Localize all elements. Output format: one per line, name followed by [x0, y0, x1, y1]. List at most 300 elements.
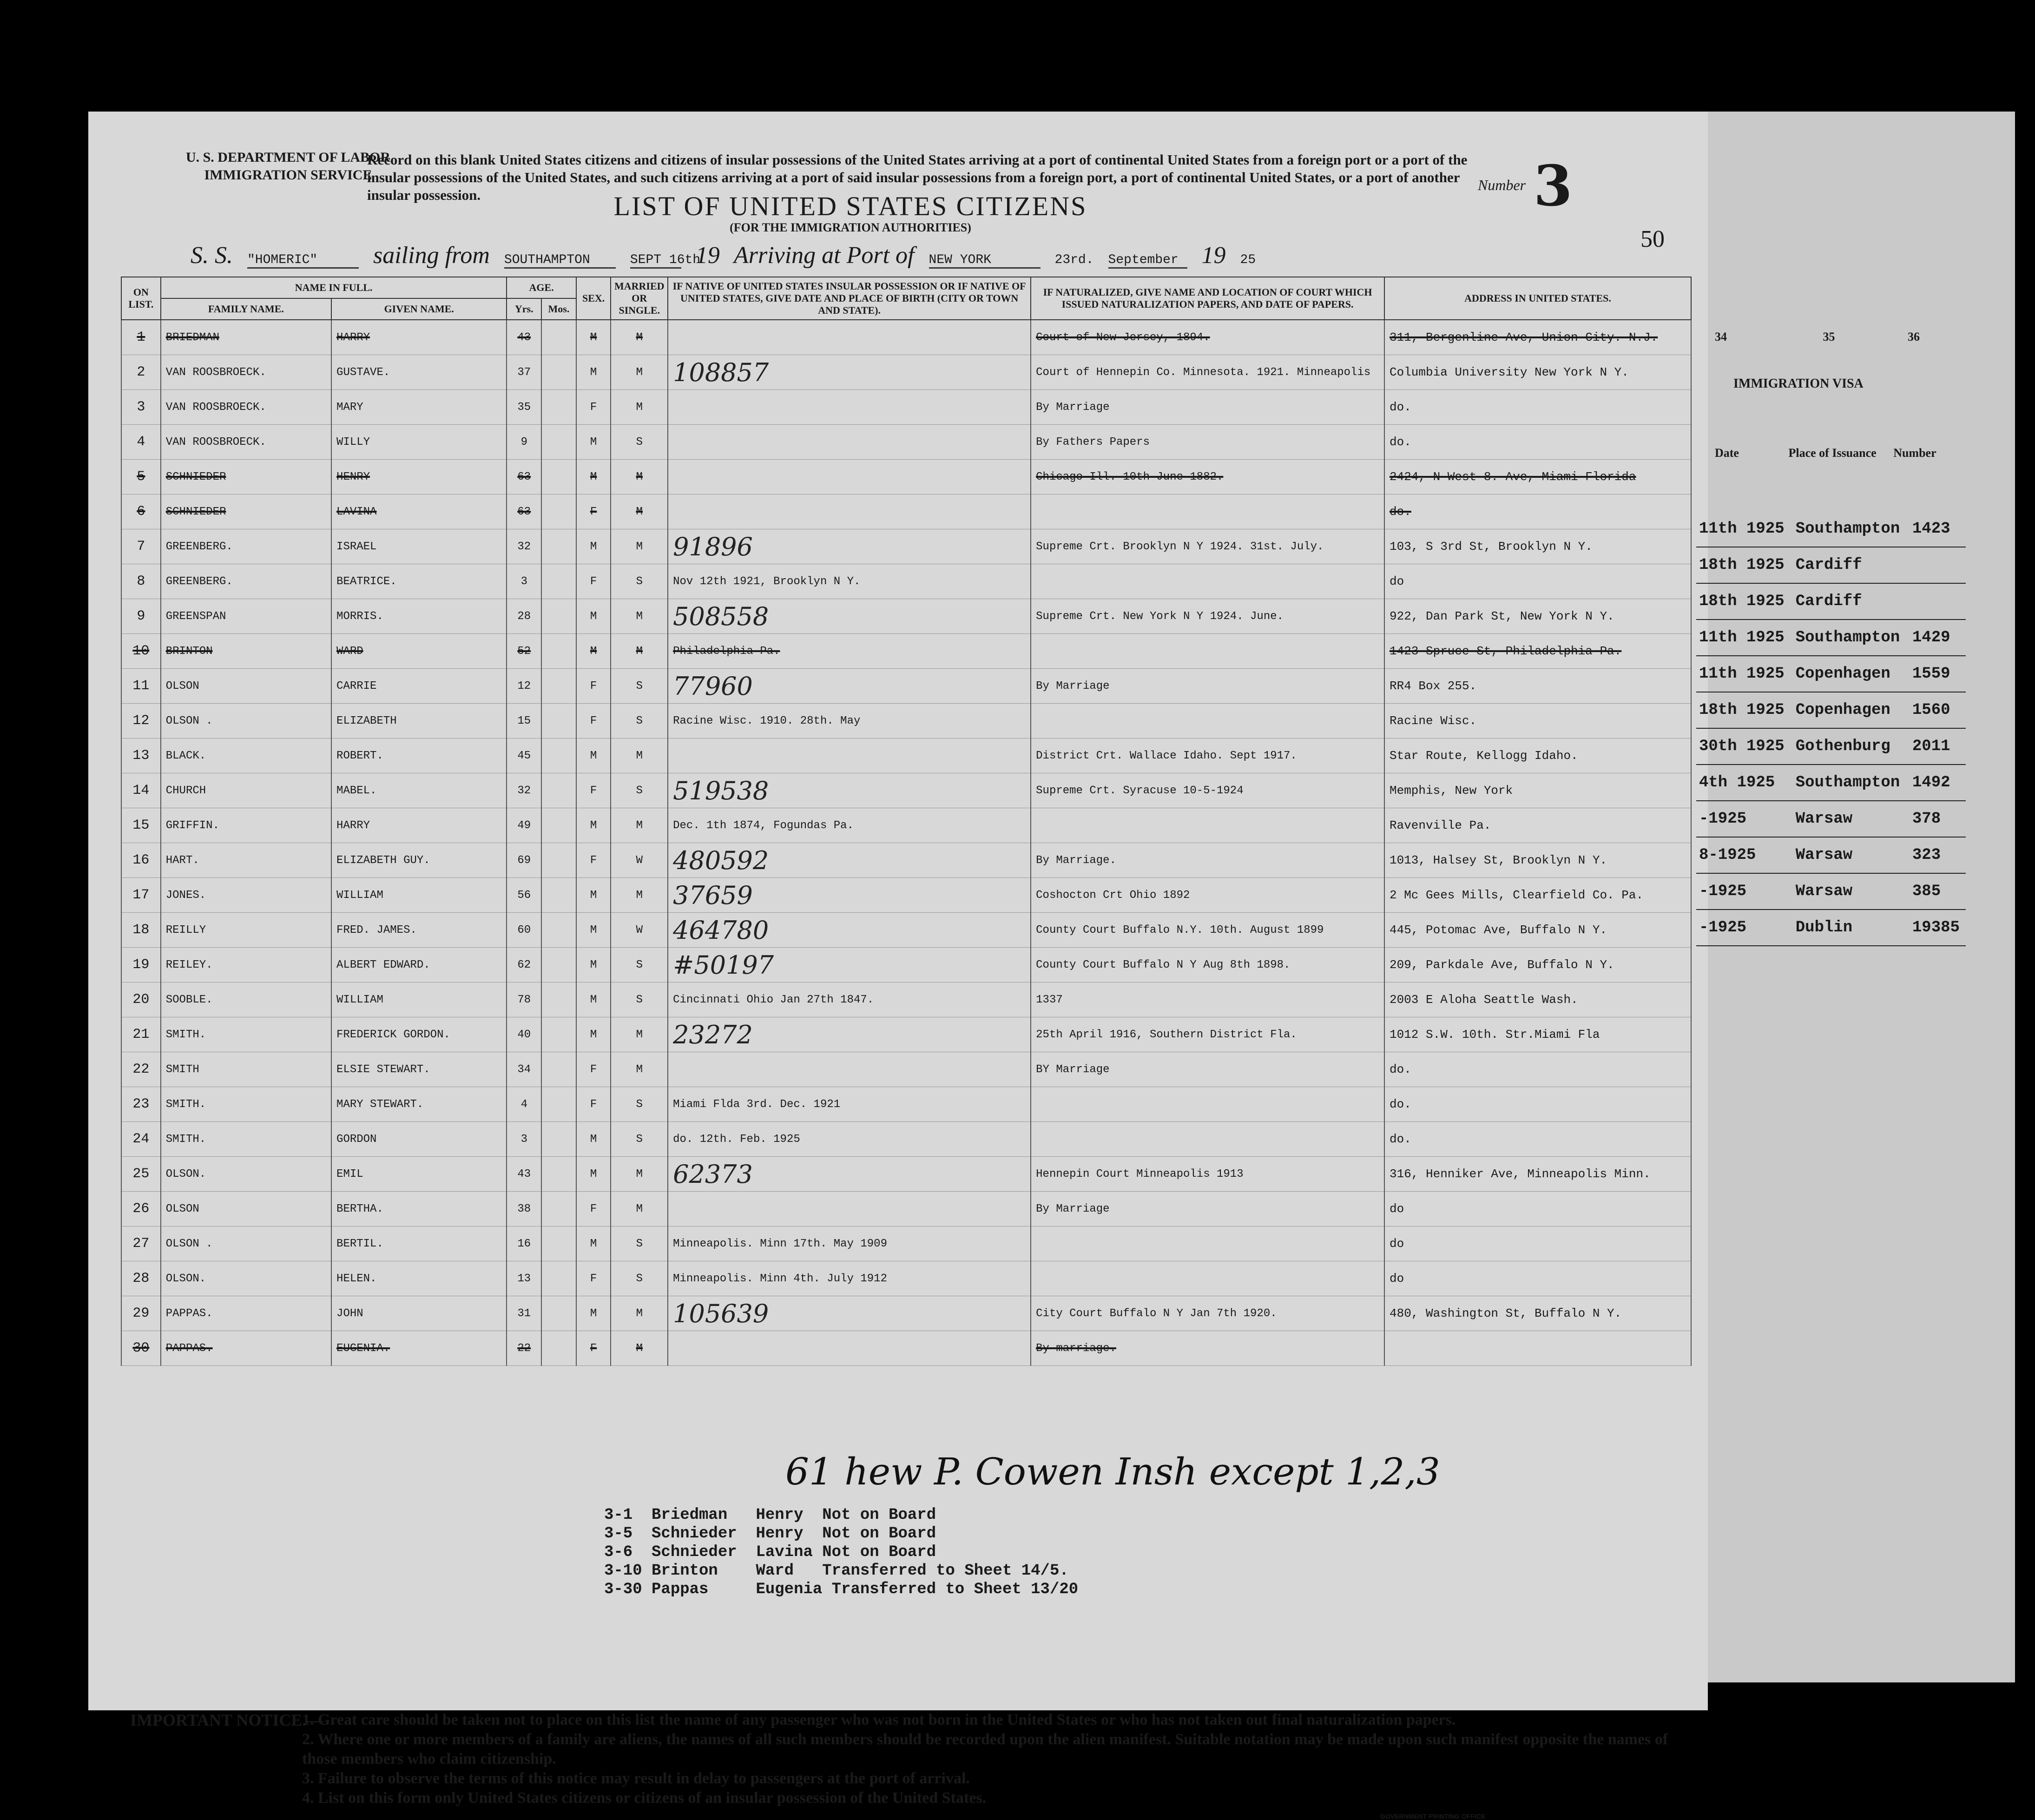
- age-months: [541, 983, 576, 1017]
- naturalization: County Court Buffalo N.Y. 10th. August 1899: [1031, 913, 1384, 948]
- ship-name: "HOMERIC": [247, 253, 359, 269]
- page-subtitle: (FOR THE IMMIGRATION AUTHORITIES): [730, 221, 971, 234]
- address: 209, Parkdale Ave, Buffalo N Y.: [1384, 948, 1691, 983]
- birth-info: Dec. 1th 1874, Fogundas Pa.: [668, 808, 1031, 843]
- transfer-line: 3-6 Schnieder Lavina Not on Board: [604, 1543, 936, 1561]
- birth-info: [668, 1192, 1031, 1227]
- visa-row: [1696, 801, 1966, 837]
- table-row: [121, 1261, 1691, 1296]
- naturalization: Supreme Crt. New York N Y 1924. June.: [1031, 599, 1384, 634]
- address: do.: [1384, 495, 1691, 529]
- notice-item: 4. List on this form only United States citizens or citizens of an insular possession of the United States.: [302, 1789, 987, 1807]
- marital-status: S: [611, 564, 668, 599]
- year-prefix: 19: [695, 242, 720, 269]
- sex: M: [576, 599, 611, 634]
- marital-status: M: [611, 320, 668, 355]
- visa-number: 2011: [1910, 728, 1966, 765]
- row-number: 27: [121, 1227, 161, 1261]
- visa-row: [1696, 692, 1966, 728]
- age-years: 45: [507, 739, 541, 773]
- family-name: OLSON .: [161, 1227, 331, 1261]
- visa-date: 18th 1925: [1696, 547, 1793, 583]
- address: 922, Dan Park St, New York N Y.: [1384, 599, 1691, 634]
- naturalization: By marriage.: [1031, 1331, 1384, 1366]
- naturalization: District Crt. Wallace Idaho. Sept 1917.: [1031, 739, 1384, 773]
- age-months: [541, 739, 576, 773]
- age-months: [541, 1261, 576, 1296]
- family-name: VAN ROOSBROECK.: [161, 425, 331, 460]
- table-row: [121, 1087, 1691, 1122]
- family-name: SMITH.: [161, 1087, 331, 1122]
- visa-place: Southampton: [1793, 511, 1910, 547]
- given-name: GORDON: [331, 1122, 507, 1157]
- marital-status: M: [611, 808, 668, 843]
- visa-number: 19385: [1910, 910, 1966, 946]
- table-row: [121, 495, 1691, 529]
- age-years: 56: [507, 878, 541, 913]
- visa-row: [1696, 547, 1966, 583]
- table-row: [121, 913, 1691, 948]
- family-name: VAN ROOSBROECK.: [161, 390, 331, 425]
- given-name: ELIZABETH: [331, 704, 507, 739]
- row-number: 10: [121, 634, 161, 669]
- row-number: 4: [121, 425, 161, 460]
- col-sex: SEX.: [576, 277, 611, 320]
- age-months: [541, 808, 576, 843]
- address: 445, Potomac Ave, Buffalo N Y.: [1384, 913, 1691, 948]
- family-name: PAPPAS.: [161, 1331, 331, 1366]
- sex: M: [576, 460, 611, 495]
- marital-status: M: [611, 529, 668, 564]
- marital-status: S: [611, 1261, 668, 1296]
- given-name: EUGENIA.: [331, 1331, 507, 1366]
- age-months: [541, 320, 576, 355]
- birth-info: 77960: [668, 669, 1031, 704]
- birth-info: [668, 460, 1031, 495]
- sex: M: [576, 983, 611, 1017]
- given-name: HARRY: [331, 808, 507, 843]
- given-name: ROBERT.: [331, 739, 507, 773]
- given-name: ALBERT EDWARD.: [331, 948, 507, 983]
- birth-info: 519538: [668, 773, 1031, 808]
- transfer-line: 3-5 Schnieder Henry Not on Board: [604, 1525, 936, 1543]
- family-name: REILEY.: [161, 948, 331, 983]
- family-name: OLSON.: [161, 1157, 331, 1192]
- birth-info: Philadelphia Pa.: [668, 634, 1031, 669]
- family-name: SMITH: [161, 1052, 331, 1087]
- table-row: [121, 599, 1691, 634]
- age-months: [541, 1017, 576, 1052]
- row-number: 9: [121, 599, 161, 634]
- passenger-table: [121, 277, 1692, 1366]
- marital-status: M: [611, 390, 668, 425]
- naturalization: By Marriage.: [1031, 843, 1384, 878]
- table-row: [121, 704, 1691, 739]
- marital-status: M: [611, 1017, 668, 1052]
- visa-column-headers: [1715, 446, 1936, 460]
- family-name: SMITH.: [161, 1017, 331, 1052]
- sex: M: [576, 1227, 611, 1261]
- row-number: 8: [121, 564, 161, 599]
- table-row: [121, 1157, 1691, 1192]
- visa-col-place: Place of Issuance: [1788, 446, 1877, 460]
- sex: M: [576, 739, 611, 773]
- visa-row: [1696, 656, 1966, 692]
- age-years: 13: [507, 1261, 541, 1296]
- address: do.: [1384, 425, 1691, 460]
- visa-colnum-35: 35: [1823, 330, 1835, 343]
- table-row: [121, 878, 1691, 913]
- table-row: [121, 808, 1691, 843]
- marital-status: S: [611, 948, 668, 983]
- family-name: CHURCH: [161, 773, 331, 808]
- marital-status: S: [611, 1122, 668, 1157]
- age-months: [541, 1157, 576, 1192]
- age-years: 22: [507, 1331, 541, 1366]
- visa-number: 1492: [1910, 765, 1966, 801]
- address: 2003 E Aloha Seattle Wash.: [1384, 983, 1691, 1017]
- marital-status: M: [611, 1331, 668, 1366]
- visa-number: 1560: [1910, 692, 1966, 728]
- row-number: 21: [121, 1017, 161, 1052]
- marital-status: S: [611, 425, 668, 460]
- naturalization: [1031, 564, 1384, 599]
- row-number: 17: [121, 878, 161, 913]
- naturalization: [1031, 495, 1384, 529]
- marital-status: M: [611, 599, 668, 634]
- given-name: HENRY: [331, 460, 507, 495]
- age-months: [541, 1122, 576, 1157]
- birth-info: 108857: [668, 355, 1031, 390]
- row-number: 15: [121, 808, 161, 843]
- table-row: [121, 983, 1691, 1017]
- handwritten-note: 61 hew P. Cowen Insh except 1,2,3: [785, 1450, 1440, 1493]
- table-row: [121, 425, 1691, 460]
- sex: F: [576, 1192, 611, 1227]
- naturalization: By Marriage: [1031, 1192, 1384, 1227]
- visa-date: 18th 1925: [1696, 583, 1793, 620]
- sex: F: [576, 704, 611, 739]
- sex: F: [576, 390, 611, 425]
- family-name: VAN ROOSBROECK.: [161, 355, 331, 390]
- col-birth: IF NATIVE OF UNITED STATES INSULAR POSSESSION OR IF NATIVE OF UNITED STATES, GIVE DATE AND PLACE OF BIRTH (CITY OR TOWN AND STATE).: [668, 277, 1031, 320]
- given-name: HELEN.: [331, 1261, 507, 1296]
- visa-date: -1925: [1696, 801, 1793, 837]
- sex: F: [576, 669, 611, 704]
- table-row: [121, 1227, 1691, 1261]
- table-row: [121, 634, 1691, 669]
- visa-row: [1696, 910, 1966, 946]
- col-address: ADDRESS IN UNITED STATES.: [1384, 277, 1691, 320]
- naturalization: [1031, 1122, 1384, 1157]
- age-months: [541, 1296, 576, 1331]
- family-name: SOOBLE.: [161, 983, 331, 1017]
- table-row: [121, 1122, 1691, 1157]
- age-years: 69: [507, 843, 541, 878]
- birth-info: do. 12th. Feb. 1925: [668, 1122, 1031, 1157]
- age-months: [541, 773, 576, 808]
- family-name: GREENBERG.: [161, 529, 331, 564]
- birth-info: [668, 495, 1031, 529]
- marital-status: W: [611, 913, 668, 948]
- age-years: 31: [507, 1296, 541, 1331]
- family-name: OLSON: [161, 1192, 331, 1227]
- sex: M: [576, 948, 611, 983]
- table-row: [121, 773, 1691, 808]
- row-number: 7: [121, 529, 161, 564]
- age-years: 43: [507, 1157, 541, 1192]
- row-number: 29: [121, 1296, 161, 1331]
- transfer-line: 3-30 Pappas Eugenia Transferred to Sheet 13/20: [604, 1581, 1079, 1598]
- row-number: 2: [121, 355, 161, 390]
- naturalization: 25th April 1916, Southern District Fla.: [1031, 1017, 1384, 1052]
- age-months: [541, 1331, 576, 1366]
- table-row: [121, 390, 1691, 425]
- family-name: GRIFFIN.: [161, 808, 331, 843]
- address: do.: [1384, 1052, 1691, 1087]
- birth-info: 23272: [668, 1017, 1031, 1052]
- naturalization: [1031, 808, 1384, 843]
- arrival-month: September: [1108, 253, 1187, 269]
- age-years: 28: [507, 599, 541, 634]
- birth-info: [668, 739, 1031, 773]
- col-naturalized: IF NATURALIZED, GIVE NAME AND LOCATION OF COURT WHICH ISSUED NATURALIZATION PAPERS, AND DATE OF PAPERS.: [1031, 277, 1384, 320]
- naturalization: City Court Buffalo N Y Jan 7th 1920.: [1031, 1296, 1384, 1331]
- visa-table: [1696, 511, 1966, 946]
- row-number: 12: [121, 704, 161, 739]
- visa-number: 378: [1910, 801, 1966, 837]
- age-months: [541, 564, 576, 599]
- visa-number: 1423: [1910, 511, 1966, 547]
- naturalization: [1031, 704, 1384, 739]
- visa-number: 323: [1910, 837, 1966, 873]
- naturalization: Chicago Ill. 10th June 1882.: [1031, 460, 1384, 495]
- birth-info: Cincinnati Ohio Jan 27th 1847.: [668, 983, 1031, 1017]
- given-name: MABEL.: [331, 773, 507, 808]
- address: do.: [1384, 1087, 1691, 1122]
- given-name: WILLIAM: [331, 983, 507, 1017]
- visa-row: [1696, 583, 1966, 620]
- col-married: MARRIED OR SINGLE.: [611, 277, 668, 320]
- port-from: SOUTHAMPTON: [504, 253, 616, 269]
- visa-col-date: Date: [1715, 446, 1739, 460]
- row-number: 30: [121, 1331, 161, 1366]
- marital-status: M: [611, 739, 668, 773]
- visa-place: Warsaw: [1793, 801, 1910, 837]
- birth-info: 464780: [668, 913, 1031, 948]
- row-number: 24: [121, 1122, 161, 1157]
- birth-info: Nov 12th 1921, Brooklyn N Y.: [668, 564, 1031, 599]
- visa-colnum-36: 36: [1908, 330, 1920, 343]
- age-years: 16: [507, 1227, 541, 1261]
- given-name: JOHN: [331, 1296, 507, 1331]
- age-months: [541, 669, 576, 704]
- visa-place: Warsaw: [1793, 873, 1910, 910]
- arrival-year: 25: [1240, 253, 1256, 267]
- record-note: Record on this blank United States citizens and citizens of insular possessions of the United States arriving at a port of continental United States from a foreign port or a port of the insular possessions of the United States, and such citizens arriving at a port of said insular possessions from a foreign port, a port of continental United States, or a port of another insular possession.: [367, 152, 1468, 203]
- age-months: [541, 634, 576, 669]
- age-years: 12: [507, 669, 541, 704]
- table-row: [121, 320, 1691, 355]
- row-number: 20: [121, 983, 161, 1017]
- sex: F: [576, 1261, 611, 1296]
- given-name: ISRAEL: [331, 529, 507, 564]
- visa-date: -1925: [1696, 910, 1793, 946]
- passenger-rows: [121, 320, 1691, 1366]
- address: [1384, 1331, 1691, 1366]
- age-months: [541, 355, 576, 390]
- age-years: 9: [507, 425, 541, 460]
- visa-date: 11th 1925: [1696, 620, 1793, 656]
- sail-date: SEPT 16th: [630, 253, 681, 269]
- marital-status: S: [611, 669, 668, 704]
- visa-place: Southampton: [1793, 620, 1910, 656]
- table-row: [121, 1296, 1691, 1331]
- given-name: EMIL: [331, 1157, 507, 1192]
- visa-place: Copenhagen: [1793, 656, 1910, 692]
- visa-number: 1429: [1910, 620, 1966, 656]
- visa-date: 18th 1925: [1696, 692, 1793, 728]
- birth-info: Minneapolis. Minn 4th. July 1912: [668, 1261, 1031, 1296]
- birth-info: [668, 390, 1031, 425]
- naturalization: Court of New Jersey, 1894.: [1031, 320, 1384, 355]
- naturalization: Supreme Crt. Brooklyn N Y 1924. 31st. July.: [1031, 529, 1384, 564]
- given-name: BEATRICE.: [331, 564, 507, 599]
- page-title: LIST OF UNITED STATES CITIZENS: [613, 191, 1087, 221]
- address: 1012 S.W. 10th. Str.Miami Fla: [1384, 1017, 1691, 1052]
- col-age: AGE.: [507, 277, 576, 298]
- sex: M: [576, 320, 611, 355]
- given-name: ELIZABETH GUY.: [331, 843, 507, 878]
- age-years: 78: [507, 983, 541, 1017]
- gpo-imprint: GOVERNMENT PRINTING OFFICE: [1380, 1813, 1486, 1820]
- age-years: 35: [507, 390, 541, 425]
- age-months: [541, 390, 576, 425]
- transfer-line: 3-10 Brinton Ward Transferred to Sheet 14/5.: [604, 1562, 1069, 1580]
- address: Racine Wisc.: [1384, 704, 1691, 739]
- age-years: 3: [507, 564, 541, 599]
- sex: M: [576, 878, 611, 913]
- sex: M: [576, 425, 611, 460]
- voyage-line: [191, 242, 1264, 269]
- table-row: [121, 1192, 1691, 1227]
- visa-place: Gothenburg: [1793, 728, 1910, 765]
- birth-info: #50197: [668, 948, 1031, 983]
- birth-info: 91896: [668, 529, 1031, 564]
- given-name: ELSIE STEWART.: [331, 1052, 507, 1087]
- age-years: 34: [507, 1052, 541, 1087]
- visa-number: [1910, 547, 1966, 583]
- sex: M: [576, 1017, 611, 1052]
- visa-place: Warsaw: [1793, 837, 1910, 873]
- sex: M: [576, 1296, 611, 1331]
- age-months: [541, 1192, 576, 1227]
- visa-row: [1696, 873, 1966, 910]
- age-years: 40: [507, 1017, 541, 1052]
- row-number: 1: [121, 320, 161, 355]
- naturalization: BY Marriage: [1031, 1052, 1384, 1087]
- visa-row: [1696, 511, 1966, 547]
- visa-place: Southampton: [1793, 765, 1910, 801]
- address: do.: [1384, 1122, 1691, 1157]
- address: do.: [1384, 390, 1691, 425]
- naturalization: By Marriage: [1031, 669, 1384, 704]
- birth-info: Miami Flda 3rd. Dec. 1921: [668, 1087, 1031, 1122]
- col-mos: Mos.: [541, 298, 576, 320]
- address: do: [1384, 1227, 1691, 1261]
- col-family-name: FAMILY NAME.: [161, 298, 331, 320]
- address: 2 Mc Gees Mills, Clearfield Co. Pa.: [1384, 878, 1691, 913]
- age-months: [541, 1052, 576, 1087]
- naturalization: Court of Hennepin Co. Minnesota. 1921. Minneapolis: [1031, 355, 1384, 390]
- age-years: 52: [507, 634, 541, 669]
- marital-status: M: [611, 460, 668, 495]
- visa-place: Dublin: [1793, 910, 1910, 946]
- address: 1423 Spruce St, Philadelphia Pa.: [1384, 634, 1691, 669]
- marital-status: M: [611, 878, 668, 913]
- naturalization: County Court Buffalo N Y Aug 8th 1898.: [1031, 948, 1384, 983]
- address: 316, Henniker Ave, Minneapolis Minn.: [1384, 1157, 1691, 1192]
- row-number: 14: [121, 773, 161, 808]
- row-number: 25: [121, 1157, 161, 1192]
- age-years: 3: [507, 1122, 541, 1157]
- visa-place: Copenhagen: [1793, 692, 1910, 728]
- visa-number: 385: [1910, 873, 1966, 910]
- table-row: [121, 529, 1691, 564]
- agency-line1: U. S. DEPARTMENT OF LABOR: [185, 150, 391, 165]
- visa-date: 30th 1925: [1696, 728, 1793, 765]
- port-to: NEW YORK: [929, 253, 1041, 269]
- sex: M: [576, 355, 611, 390]
- sex: F: [576, 1331, 611, 1366]
- age-months: [541, 529, 576, 564]
- table-row: [121, 739, 1691, 773]
- family-name: GREENSPAN: [161, 599, 331, 634]
- sex: M: [576, 808, 611, 843]
- given-name: MARY STEWART.: [331, 1087, 507, 1122]
- table-row: [121, 669, 1691, 704]
- address: Columbia University New York N Y.: [1384, 355, 1691, 390]
- age-years: 38: [507, 1192, 541, 1227]
- marital-status: S: [611, 983, 668, 1017]
- address: 103, S 3rd St, Brooklyn N Y.: [1384, 529, 1691, 564]
- naturalization: By Marriage: [1031, 390, 1384, 425]
- naturalization: Coshocton Crt Ohio 1892: [1031, 878, 1384, 913]
- visa-date: 11th 1925: [1696, 656, 1793, 692]
- marital-status: S: [611, 773, 668, 808]
- ss-label: S. S.: [191, 242, 233, 269]
- transfer-notes: [604, 1506, 1078, 1599]
- age-months: [541, 460, 576, 495]
- manifest-sheet: [88, 112, 1708, 1820]
- page-number: 50: [1640, 226, 1665, 252]
- family-name: SCHNIEDER: [161, 460, 331, 495]
- visa-number: [1910, 583, 1966, 620]
- given-name: MORRIS.: [331, 599, 507, 634]
- marital-status: S: [611, 1087, 668, 1122]
- visa-col-number: Number: [1893, 446, 1936, 460]
- age-years: 62: [507, 948, 541, 983]
- row-number: 6: [121, 495, 161, 529]
- table-row: [121, 460, 1691, 495]
- given-name: FREDERICK GORDON.: [331, 1017, 507, 1052]
- naturalization: [1031, 634, 1384, 669]
- age-months: [541, 1227, 576, 1261]
- sailing-label: sailing from: [373, 242, 490, 269]
- marital-status: M: [611, 1296, 668, 1331]
- sex: M: [576, 1157, 611, 1192]
- naturalization: [1031, 1227, 1384, 1261]
